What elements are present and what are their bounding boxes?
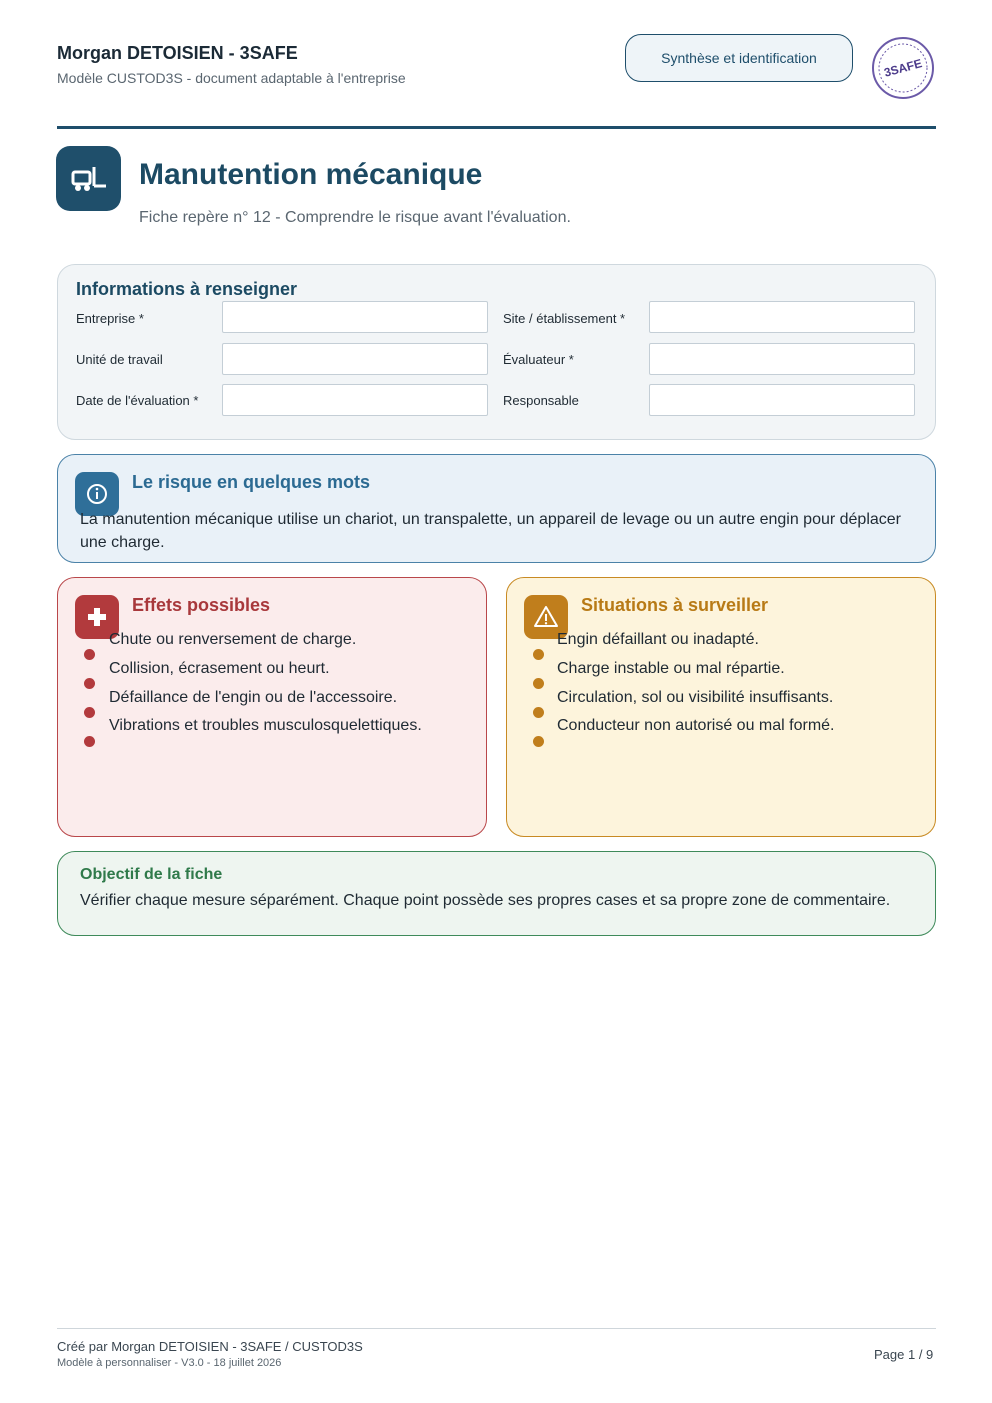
bullet-dot xyxy=(84,707,95,718)
effects-panel xyxy=(57,577,487,837)
field-label-evaluateur: Évaluateur * xyxy=(503,352,574,367)
site-input[interactable] xyxy=(649,301,915,333)
header-divider xyxy=(57,126,936,129)
forklift-icon xyxy=(56,146,121,211)
company-stamp-logo xyxy=(870,35,936,101)
bullet-dot xyxy=(84,649,95,660)
effects-list-item: Vibrations et troubles musculosquelettiques. xyxy=(109,717,422,734)
info-form-heading: Informations à renseigner xyxy=(76,279,298,299)
risk-heading: Le risque en quelques mots xyxy=(132,472,371,492)
situations-heading: Situations à surveiller xyxy=(581,595,769,615)
page-number: Page 1 / 9 xyxy=(874,1347,934,1362)
situations-list-item: Engin défaillant ou inadapté. xyxy=(557,631,759,648)
situations-panel xyxy=(506,577,936,837)
date-input[interactable] xyxy=(222,384,488,416)
page-title: Manutention mécanique xyxy=(139,158,483,191)
bullet-dot xyxy=(533,678,544,689)
risk-description: La manutention mécanique utilise un chariot, un transpalette, un appareil de levage ou un autre engin pour déplacer une charge. xyxy=(80,511,902,551)
objective-text: Vérifier chaque mesure séparément. Chaque point possède ses propres cases et sa propre zone de commentaire. xyxy=(80,892,891,909)
bullet-dot xyxy=(533,736,544,747)
field-label-responsable: Responsable xyxy=(503,393,579,408)
effects-heading: Effets possibles xyxy=(132,595,271,615)
situations-list-item: Conducteur non autorisé ou mal formé. xyxy=(557,717,835,734)
footer-divider xyxy=(57,1328,936,1329)
bullet-dot xyxy=(84,736,95,747)
page-subtitle: Fiche repère n° 12 - Comprendre le risque avant l'évaluation. xyxy=(139,209,571,226)
stamp-text: 3SAFE xyxy=(882,56,924,80)
effects-list-item: Collision, écrasement ou heurt. xyxy=(109,660,330,677)
evaluateur-input[interactable] xyxy=(649,343,915,375)
objective-heading: Objectif de la fiche xyxy=(80,866,223,883)
bullet-dot xyxy=(533,707,544,718)
author-name: Morgan DETOISIEN - 3SAFE xyxy=(57,43,298,63)
section-pill: Synthèse et identification xyxy=(625,34,853,82)
effects-list-item: Chute ou renversement de charge. xyxy=(109,631,357,648)
situations-list-item: Charge instable ou mal répartie. xyxy=(557,660,785,677)
model-subtitle: Modèle CUSTOD3S - document adaptable à l'entreprise xyxy=(57,70,406,86)
field-label-site: Site / établissement * xyxy=(503,311,626,326)
bullet-dot xyxy=(533,649,544,660)
entreprise-input[interactable] xyxy=(222,301,488,333)
field-label-unite: Unité de travail xyxy=(76,352,163,367)
field-label-date: Date de l'évaluation * xyxy=(76,393,199,408)
situations-list-item: Circulation, sol ou visibilité insuffisants. xyxy=(557,689,834,706)
bullet-dot xyxy=(84,678,95,689)
responsable-input[interactable] xyxy=(649,384,915,416)
footer-version: Modèle à personnaliser - V3.0 - 18 juillet 2026 xyxy=(57,1357,282,1369)
footer-credit: Créé par Morgan DETOISIEN - 3SAFE / CUSTOD3S xyxy=(57,1339,363,1354)
effects-list-item: Défaillance de l'engin ou de l'accessoire. xyxy=(109,689,398,706)
field-label-entreprise: Entreprise * xyxy=(76,311,144,326)
unite-input[interactable] xyxy=(222,343,488,375)
